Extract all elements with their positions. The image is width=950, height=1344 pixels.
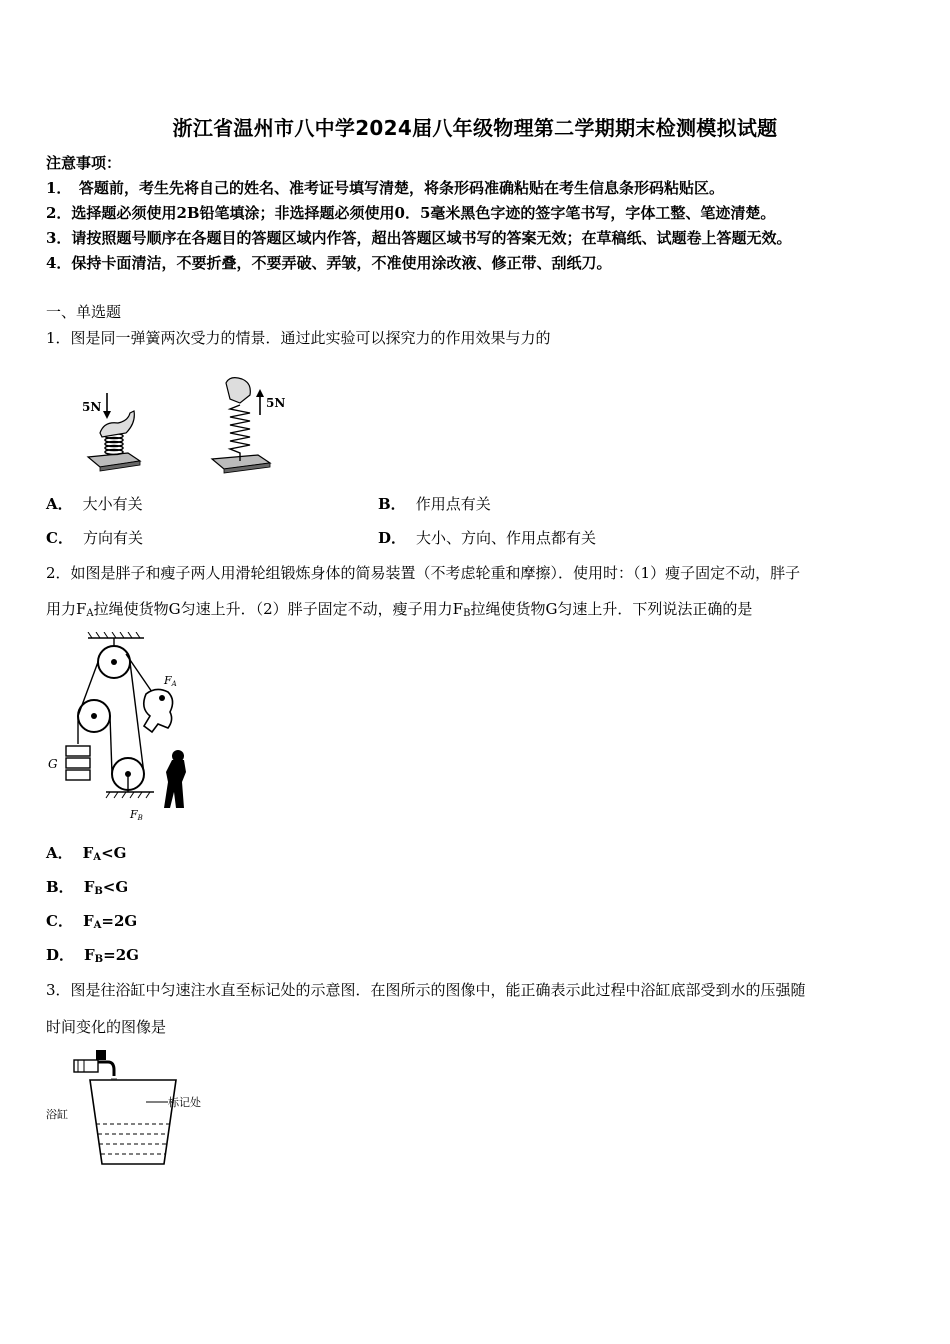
q2-option-d[interactable]: D． $F_B=2G$ (46, 946, 139, 965)
question-2-line-1: 2．如图是胖子和瘦子两人用滑轮组锻炼身体的简易装置（不考虑轮重和摩擦）．使用时：（1）瘦子固定不动，胖子 (46, 564, 801, 582)
force-label-right: 5N (266, 396, 286, 410)
bathtub-label: 浴缸 (46, 1108, 68, 1121)
pulley-figure (44, 632, 194, 827)
stretched-spring (230, 405, 250, 461)
question-2-line-2: 用力$F_A$拉绳使货物G匀速上升．（2）胖子固定不动，瘦子用力$F_B$拉绳使货物G匀速上升．下列说法正确的是 (46, 600, 753, 619)
notice-item-4: 4．保持卡面清洁，不要折叠，不要弄破、弄皱，不准使用涂改液、修正带、刮纸刀。 (46, 254, 612, 272)
force-fa-label: FA (164, 674, 177, 688)
notice-item-2: 2．选择题必须使用2B铅笔填涂；非选择题必须使用0．5毫米黑色字迹的签字笔书写，字体工整、笔迹清楚。 (46, 204, 776, 222)
notice-item-3: 3．请按照题号顺序在各题目的答题区域内作答，超出答题区域书写的答案无效；在草稿纸、试题卷上答题无效。 (46, 229, 792, 247)
question-1-text: 1．图是同一弹簧两次受力的情景．通过此实验可以探究力的作用效果与力的 (46, 329, 551, 347)
bathtub-figure (44, 1046, 224, 1171)
bathtub-outline (90, 1080, 176, 1164)
q2-option-b[interactable]: B． $F_B<G$ (46, 878, 129, 897)
spring-figure (70, 375, 290, 480)
q1-option-b[interactable]: B． 作用点有关 (378, 495, 491, 513)
page-title: 浙江省温州市八中学2024届八年级物理第二学期期末检测模拟试题 (172, 116, 778, 140)
mark-label: 标记处 (168, 1096, 201, 1109)
q2-option-a[interactable]: A． $F_A<G$ (46, 844, 127, 863)
force-label-left: 5N (82, 400, 102, 414)
thin-person-icon (164, 760, 186, 808)
weight-g (66, 746, 90, 780)
weight-label: G (48, 757, 58, 771)
fat-person-icon (144, 689, 173, 732)
q1-option-d[interactable]: D． 大小、方向、作用点都有关 (378, 529, 597, 547)
notice-heading: 注意事项： (46, 154, 122, 172)
hand-pulling-icon (226, 378, 250, 403)
notice-item-1: 1． 答题前，考生先将自己的姓名、准考证号填写清楚，将条形码准确粘贴在考生信息条形码粘贴区。 (46, 179, 724, 197)
section-heading: 一、单选题 (46, 303, 122, 321)
q1-option-a[interactable]: A． 大小有关 (46, 495, 143, 513)
question-3-line-1: 3．图是往浴缸中匀速注水直至标记处的示意图．在图所示的图像中，能正确表示此过程中浴缸底部受到水的压强随 (46, 981, 806, 999)
q1-option-c[interactable]: C． 方向有关 (46, 529, 143, 547)
force-fb-label: FB (130, 808, 143, 822)
q2-option-c[interactable]: C． $F_A=2G$ (46, 912, 138, 931)
question-3-line-2: 时间变化的图像是 (46, 1018, 167, 1036)
